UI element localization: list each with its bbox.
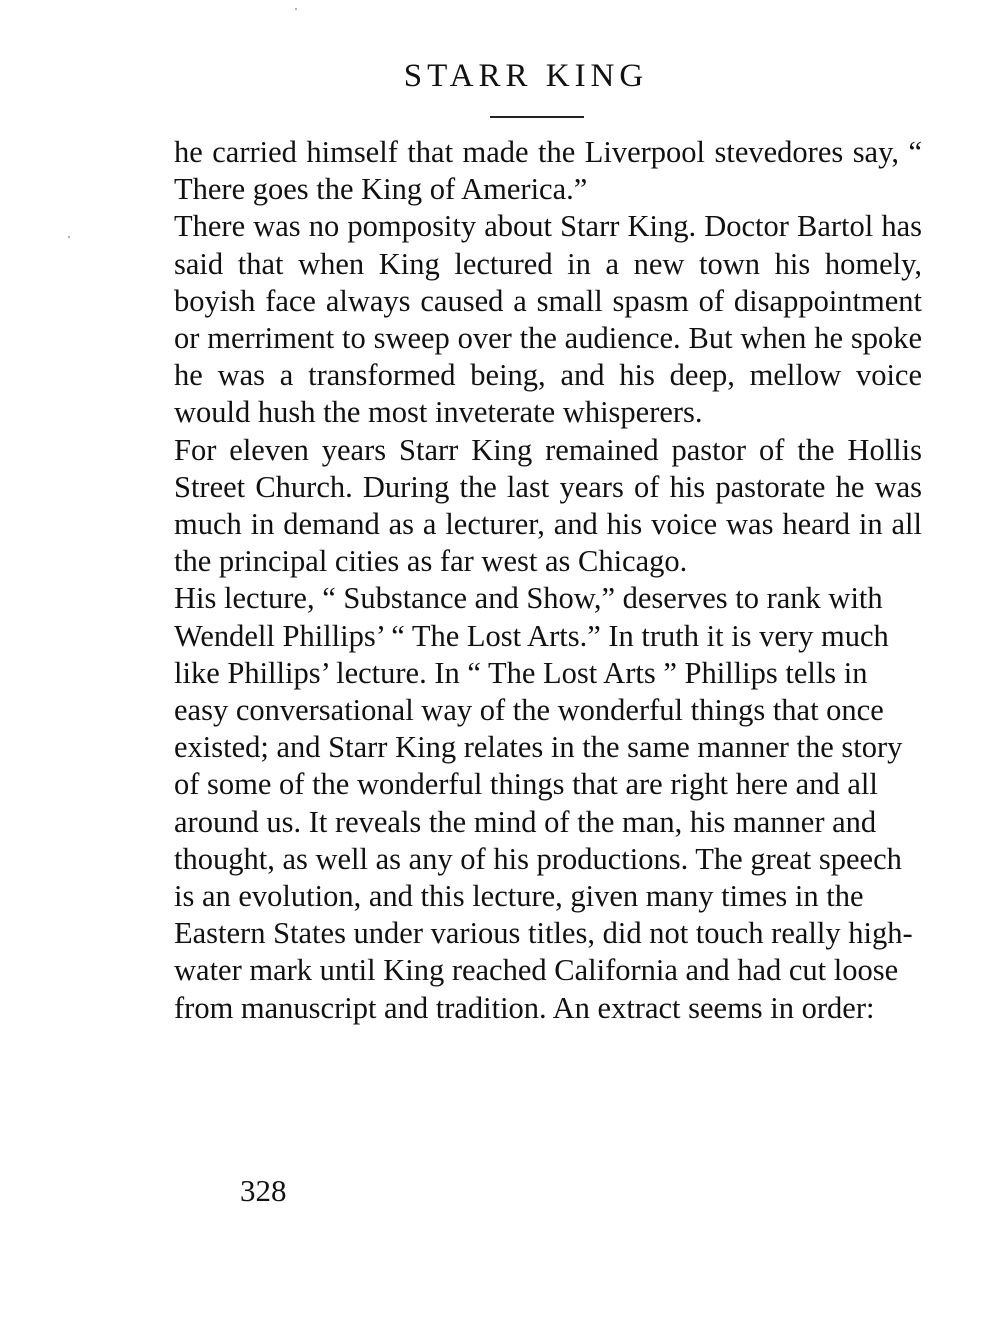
header-rule — [490, 116, 584, 118]
scan-speck — [68, 236, 70, 238]
paragraph: he carried himself that made the Liverpool stevedores say, “ There goes the King of America.” — [174, 135, 922, 207]
body-text — [174, 134, 922, 1027]
running-head: STARR KING — [403, 58, 649, 94]
paragraph: His lecture, “ Substance and Show,” deserves to rank with Wendell Phillips’ “ The Lost Arts.” In truth it is very much like Phillips’ lecture. In “ The Lost Arts ” Phillips tells in easy conversational way of the wonderful things that once existed; and Starr King relates in the same manner the story of some of the wonderful things that are right here and all around us. It reveals the mind of the man, his manner and thought, as well as any of his productions. The great speech is an evolution, and this lecture, given many times in the Eastern States under various titles, did not touch really high-water mark until King reached California and had cut loose from manuscript and tradition. An extract seems in order: — [174, 581, 913, 1025]
paragraph: There was no pomposity about Starr King. Doctor Bartol has said that when King lectured in a new town his homely, boyish face always caused a small spasm of disappointment or merriment to sweep over the audience. But when he spoke he was a transformed being, and his deep, mellow voice would hush the most inveterate whisperers. — [174, 209, 922, 430]
page-number: 328 — [240, 1173, 287, 1208]
scan-speck — [295, 8, 297, 10]
paragraph: For eleven years Starr King remained pastor of the Hollis Street Church. During the last years of his pastorate he was much in demand as a lecturer, and his voice was heard in all the principal cities as far west as Chicago. — [174, 432, 922, 579]
